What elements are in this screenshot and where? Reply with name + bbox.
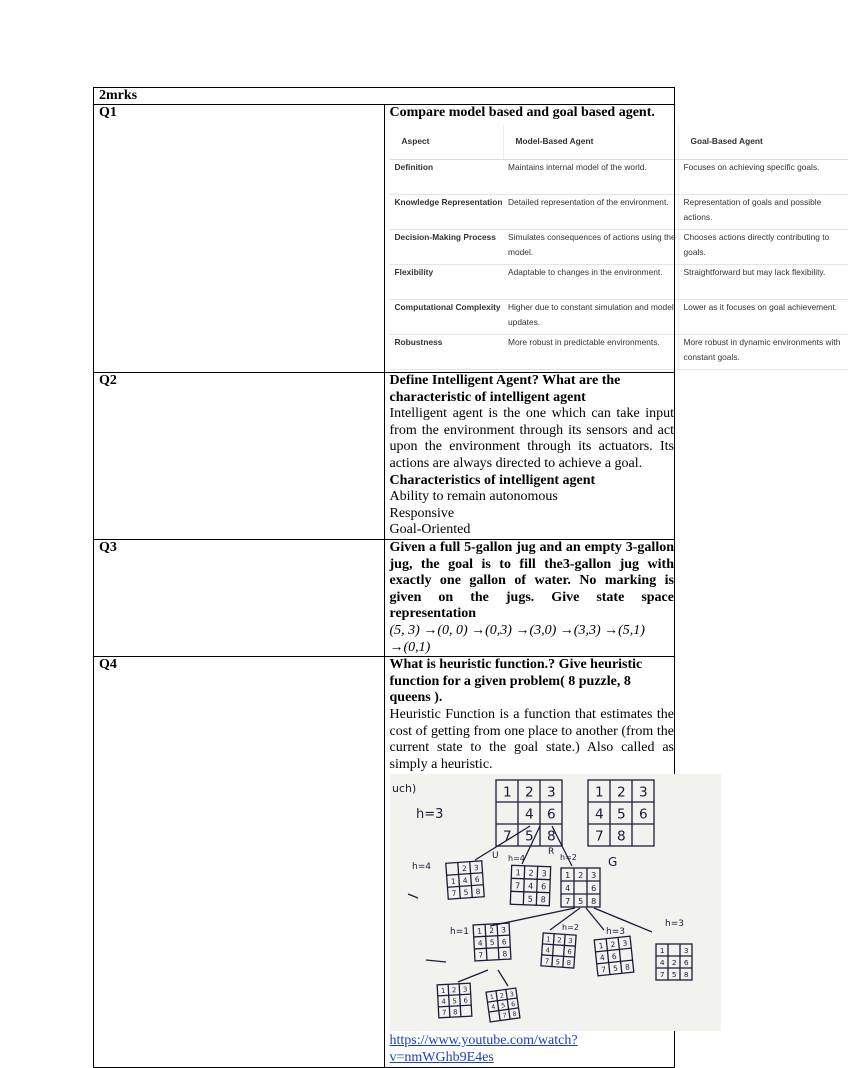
question-body [384, 540, 675, 657]
answer-text: Intelligent agent is the one which can take input from the environment through its sensors and act upon the environment through its actuators. Its actions are always directed to achieve a goal. [389, 406, 674, 472]
puzzle-tile: 4 [462, 876, 468, 886]
puzzle-tile: 6 [510, 1001, 516, 1009]
heuristic-label: h=4 [507, 854, 525, 864]
puzzle-tile: 7 [514, 881, 520, 891]
aspect-cell: Knowledge Representation [390, 195, 504, 230]
puzzle-tile: 6 [610, 952, 617, 962]
heuristic-label: h=3 [664, 919, 684, 930]
goal-based-cell: Representation of goals and possible actions. [678, 195, 848, 230]
puzzle-tile: 2 [527, 869, 534, 879]
puzzle-tile: 4 [440, 998, 446, 1007]
puzzle-tile: 5 [462, 888, 469, 898]
model-based-cell: Detailed representation of the environment. [503, 195, 678, 230]
puzzle-tile: 3 [473, 863, 479, 873]
goal-based-cell: Focuses on achieving specific goals. [678, 160, 848, 195]
puzzle-tile: 2 [609, 940, 616, 950]
aspect-cell: Flexibility [390, 265, 504, 300]
goal-based-cell: Chooses actions directly contributing to goals. [678, 230, 848, 265]
puzzle-tile: 3 [546, 784, 556, 801]
comparison-header-row [390, 125, 848, 160]
puzzle-tile: 6 [638, 806, 648, 823]
puzzle-tile: 3 [500, 925, 506, 935]
puzzle-tile: 5 [577, 897, 583, 907]
puzzle-tile: 8 [501, 949, 507, 959]
puzzle-tile: 4 [477, 938, 483, 949]
puzzle-tile: 8 [511, 1011, 517, 1019]
question-text: What is heuristic function.? Give heuristic function for a given problem( 8 puzzle, 8 queens ). [389, 657, 643, 706]
goal-label: G [607, 855, 617, 870]
model-based-cell: More robust in predictable environments. [503, 335, 678, 370]
goal-based-cell: More robust in dynamic environments with constant goals. [678, 335, 848, 370]
puzzle-tile: 5 [527, 895, 533, 905]
puzzle-tile: 6 [462, 996, 468, 1006]
puzzle-tile: 2 [524, 784, 534, 801]
puzzle-tile: 6 [590, 884, 596, 894]
puzzle-tile: 6 [683, 958, 689, 968]
questions-table [93, 87, 841, 1068]
question-number: Q3 [94, 540, 385, 657]
model-based-cell: Higher due to constant simulation and model updates. [503, 300, 678, 335]
puzzle-tile: 4 [524, 806, 534, 823]
puzzle-tile: 7 [450, 888, 457, 899]
corner-text: uch) [391, 782, 416, 796]
heuristic-label: h=3 [605, 927, 625, 938]
puzzle-tile: 1 [594, 784, 604, 801]
characteristic-item: Ability to remain autonomous [389, 489, 558, 505]
puzzle-tile: 1 [545, 935, 551, 945]
puzzle-tile: 1 [597, 941, 604, 951]
puzzle-tile: 8 [540, 895, 546, 905]
header-row [94, 88, 675, 105]
puzzle-tile: 5 [524, 828, 534, 845]
puzzle-tile: 4 [490, 1003, 496, 1012]
puzzle-tile: 8 [452, 1008, 458, 1017]
heuristic-label: h=2 [559, 853, 577, 863]
puzzle-tile: 8 [616, 828, 626, 845]
characteristics-heading: Characteristics of intelligent agent [389, 472, 596, 488]
puzzle-tile: 2 [451, 986, 457, 995]
question-number: Q1 [94, 105, 385, 373]
model-based-cell: Adaptable to changes in the environment. [503, 265, 678, 300]
puzzle-tile: 5 [500, 1002, 506, 1011]
aspect-cell: Definition [390, 160, 504, 195]
characteristic-item: Goal-Oriented [389, 522, 471, 538]
question-text: Define Intelligent Agent? What are the characteristic of intelligent agent [389, 373, 621, 405]
puzzle-tile: 4 [659, 958, 665, 968]
comparison-row [390, 265, 848, 300]
aspect-cell: Computational Complexity [390, 300, 504, 335]
puzzle-tile: 6 [546, 806, 556, 823]
puzzle-tile: 8 [474, 887, 481, 897]
puzzle-tile: 5 [612, 964, 618, 974]
comparison-row [390, 160, 848, 195]
puzzle-tile: 4 [564, 884, 570, 894]
puzzle-tile: 1 [489, 994, 494, 1002]
puzzle-tile: 5 [616, 806, 626, 823]
puzzle-tile: 3 [590, 871, 596, 881]
puzzle-tile: 7 [502, 828, 512, 845]
puzzle-tile: 5 [451, 997, 457, 1006]
heuristic-label: h=1 [449, 927, 469, 938]
puzzle-tile: 6 [566, 948, 572, 957]
puzzle-tile: 2 [498, 992, 504, 1001]
puzzle-tile: 1 [450, 877, 456, 887]
move-label: R [547, 847, 554, 858]
question-body [384, 373, 675, 540]
puzzle-tile: 4 [598, 953, 605, 963]
puzzle-tile: 8 [546, 828, 556, 845]
heuristic-label: h=2 [561, 923, 579, 933]
puzzle-tile: 4 [594, 806, 604, 823]
puzzle-tile: 3 [683, 946, 689, 956]
heuristic-label: h=4 [411, 862, 431, 873]
puzzle-tile: 2 [556, 936, 562, 945]
puzzle-tile: 5 [671, 970, 677, 980]
comparison-header-cell: Goal-Based Agent [678, 125, 848, 160]
puzzle-tile: 4 [527, 882, 533, 892]
aspect-cell: Decision-Making Process [390, 230, 504, 265]
puzzle-tile: 6 [540, 882, 546, 892]
youtube-link[interactable]: https://www.youtube.com/watch?v=nmWGhb9E4es [389, 1033, 578, 1065]
comparison-row [390, 195, 848, 230]
question-number: Q2 [94, 373, 385, 540]
puzzle-tile: 7 [477, 950, 483, 961]
model-based-cell: Simulates consequences of actions using the model. [503, 230, 678, 265]
puzzle-tile: 3 [462, 985, 468, 995]
puzzle-tile: 1 [514, 868, 521, 878]
state-sequence: (5, 3) →(0, 0) →(0,3) →(3,0) →(3,3) →(5,1) →(0,1) [389, 623, 645, 655]
question-text: Compare model based and goal based agent. [389, 105, 655, 120]
puzzle-tile: 1 [502, 784, 512, 801]
question-row-q2 [94, 373, 675, 540]
question-body [384, 657, 689, 1067]
puzzle-tile: 1 [564, 871, 570, 881]
puzzle-tile: 2 [577, 871, 583, 881]
question-text: Given a full 5-gallon jug and an empty 3-gallon jug, the goal is to fill the3-gallon jug with exactly one gallon of water. No marking is given on the jugs. Give state space representation [389, 540, 674, 622]
heuristic-label: h=3 [415, 807, 443, 823]
move-label: U [491, 851, 499, 862]
puzzle-tile: 1 [659, 946, 665, 956]
goal-based-cell: Lower as it focuses on goal achievement. [678, 300, 848, 335]
puzzle-tile: 8 [565, 959, 571, 968]
question-row-q4 [94, 657, 675, 1067]
characteristic-item: Responsive [389, 505, 455, 521]
goal-based-cell: Straightforward but may lack flexibility. [678, 265, 848, 300]
puzzle-tile: 3 [508, 991, 514, 999]
handwritten-search-tree-photo [390, 774, 721, 1031]
comparison-header-cell: Model-Based Agent [503, 125, 678, 160]
puzzle-tile: 3 [567, 937, 573, 946]
puzzle-tile: 2 [461, 864, 467, 874]
puzzle-tile: 5 [554, 958, 560, 967]
puzzle-tile: 7 [594, 828, 604, 845]
question-body [384, 105, 841, 373]
comparison-row [390, 230, 848, 265]
puzzle-tile: 3 [540, 869, 547, 879]
comparison-row [390, 300, 848, 335]
document-page [93, 87, 841, 1068]
aspect-cell: Robustness [390, 335, 504, 370]
question-row-q1 [94, 105, 675, 373]
puzzle-tile: 8 [624, 962, 630, 973]
puzzle-tile: 7 [659, 970, 665, 980]
puzzle-tile: 1 [440, 987, 446, 996]
puzzle-tile: 7 [543, 957, 549, 966]
puzzle-tile: 6 [501, 937, 507, 947]
puzzle-tile: 2 [488, 926, 494, 936]
puzzle-tile: 2 [671, 958, 677, 968]
puzzle-tile: 2 [616, 784, 626, 801]
puzzle-tile: 6 [474, 875, 480, 885]
puzzle-tile: 7 [600, 965, 606, 975]
marks-header: 2mrks [94, 88, 675, 105]
puzzle-tile: 7 [441, 1009, 447, 1018]
comparison-row [390, 335, 848, 370]
model-based-cell: Maintains internal model of the world. [503, 160, 678, 195]
puzzle-tile: 7 [564, 897, 570, 907]
puzzle-tile: 7 [501, 1012, 507, 1020]
puzzle-tile: 4 [544, 946, 550, 955]
puzzle-tile: 1 [476, 926, 482, 937]
puzzle-tile: 3 [638, 784, 648, 801]
comparison-table [390, 125, 848, 371]
question-row-q3 [94, 540, 675, 657]
puzzle-tile: 3 [621, 938, 628, 949]
puzzle-tile: 8 [590, 897, 596, 907]
puzzle-tile: 5 [489, 938, 495, 948]
answer-text: Heuristic Function is a function that estimates the cost of getting from one place to another (from the current state to the goal state.) Also called as simply a heuristic. [389, 706, 674, 772]
comparison-header-cell: Aspect [390, 125, 504, 160]
puzzle-tile: 8 [683, 970, 689, 980]
question-number: Q4 [94, 657, 385, 1067]
